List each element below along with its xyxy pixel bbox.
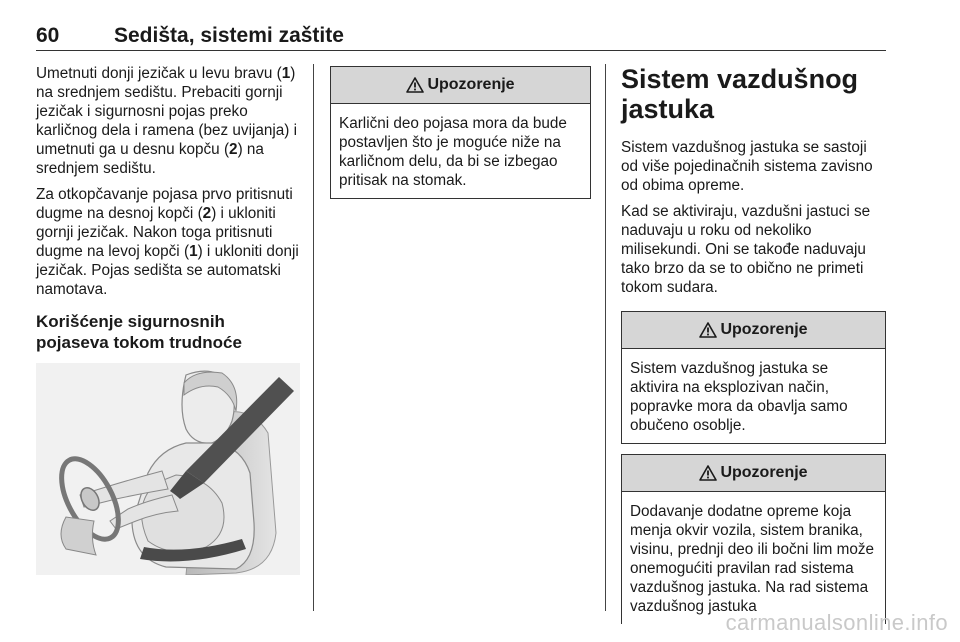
warning-header [331,67,590,104]
airbag-accessory-warning-box [621,454,886,624]
warning-title: Upozorenje [720,464,808,481]
pregnancy-subheading: Korišćenje sigurnosnih pojaseva tokom trudnoće [36,312,242,352]
warning-triangle-icon [406,77,424,93]
pregnant-woman-seatbelt-illustration [36,363,300,575]
pregnancy-warning-box [330,66,591,199]
airbag-deployment-paragraph: Kad se aktiviraju, vazdušni jastuci se naduvaju u roku od nekoliko milisekundi. Oni se takođe naduvaju tako brzo da se to obično ne primeti tokom sudara. [621,203,871,296]
warning-text: Karlični deo pojasa mora da bude postavljen što je moguće niže na karličnom delu, da bi se izbegao pritisak na stomak. [339,115,567,189]
airbag-intro-paragraph: Sistem vazdušnog jastuka se sastoji od više pojedinačnih sistema zavisno od obima opreme. [621,139,873,194]
column-divider-left [313,64,314,611]
buckle-instructions-paragraph: Umetnuti donji jezičak u levu bravu (1) na srednjem sedištu. Prebaciti gornji jezičak i sigurnosni pojas preko karličnog dela i ramena (bez uvijanja) i umetnuti ga u desnu kopču (2) na srednjem sedištu. [36,65,298,177]
warning-title: Upozorenje [427,76,515,93]
warning-triangle-icon [699,465,717,481]
warning-text: Dodavanje dodatne opreme koja menja okvir vozila, sistem branika, visinu, prednji deo ili bočni lim može onemogućiti pravilan rad sistema vazdušnog jastuka. Na rad sistema vazdušnog jastuka [630,503,875,615]
warning-triangle-icon [699,322,717,338]
airbag-explosive-warning-box [621,311,886,444]
warning-text: Sistem vazdušnog jastuka se aktivira na eksplozivan način, popravke mora da obavlja samo obučeno osoblje. [630,360,848,434]
page-number: 60 [36,24,60,47]
middle-column [330,66,591,209]
airbag-section-title: Sistem vazdušnog jastuka [621,64,859,124]
right-column [621,64,886,624]
page-header [36,22,886,51]
warning-header [622,455,885,492]
warning-header [622,312,885,349]
section-title: Sedišta, sistemi zaštite [114,24,344,47]
watermark-text: carmanualsonline.info [725,610,948,635]
column-divider-right [605,64,606,611]
warning-title: Upozorenje [720,321,808,338]
left-column [36,64,300,575]
unbuckle-instructions-paragraph: Za otkopčavanje pojasa prvo pritisnuti dugme na desnoj kopči (2) i ukloniti gornji jezičak. Nakon toga pritisnuti dugme na levoj kopči (1) i ukloniti donji jezičak. Pojas sedišta se automatski namotava. [36,186,299,298]
